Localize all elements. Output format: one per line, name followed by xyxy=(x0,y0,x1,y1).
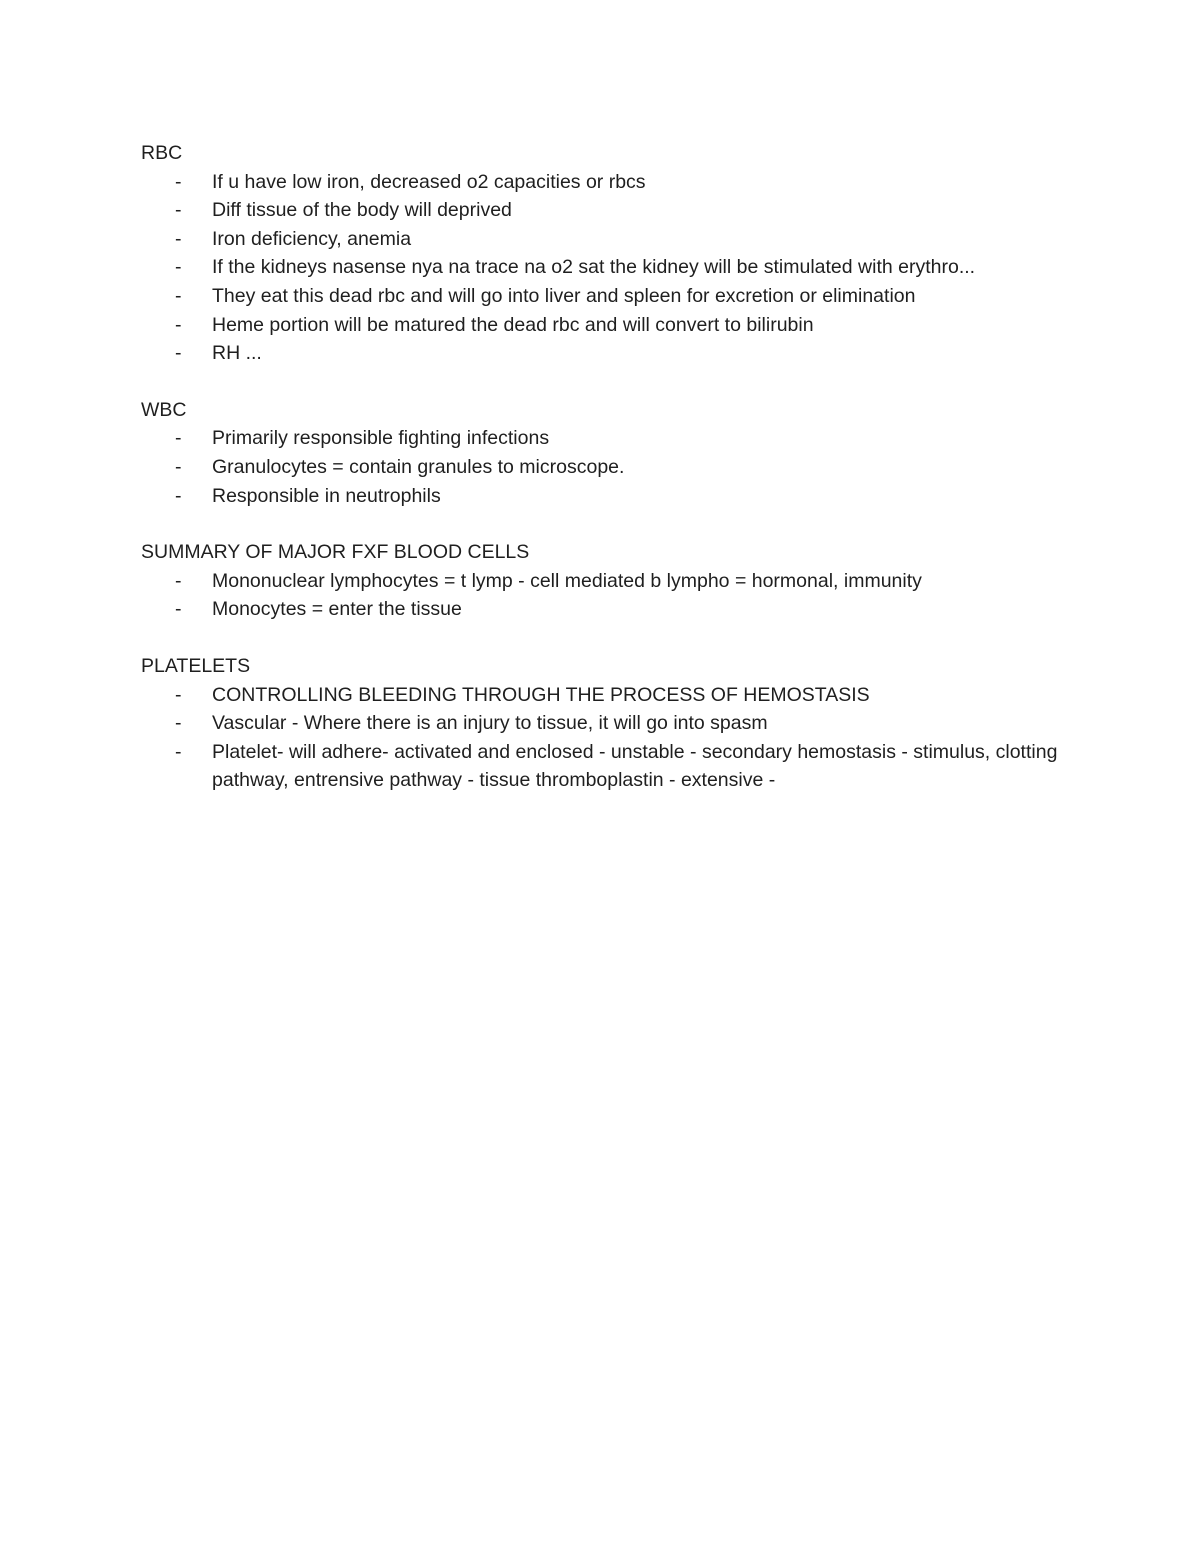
section-heading: PLATELETS xyxy=(141,654,251,677)
list-item-text: Granulocytes = contain granules to microscope. xyxy=(212,455,625,478)
list-item-text: Iron deficiency, anemia xyxy=(212,227,412,250)
section-summary xyxy=(141,538,1061,624)
list-item-text: Mononuclear lymphocytes = t lymp - cell mediated b lympho = hormonal, immunity xyxy=(212,569,922,592)
list-item-text: Diff tissue of the body will deprived xyxy=(212,199,512,222)
section-wbc xyxy=(141,396,1061,510)
bullet-list xyxy=(141,168,1061,368)
dash-bullet: - xyxy=(175,199,182,222)
list-item xyxy=(141,311,1061,340)
dash-bullet: - xyxy=(175,712,182,735)
dash-bullet: - xyxy=(175,284,182,307)
list-item-text: If the kidneys nasense nya na trace na o2 sat the kidney will be stimulated with erythro... xyxy=(212,256,976,279)
bullet-list xyxy=(141,681,1061,795)
list-item xyxy=(141,482,1061,511)
section-heading: RBC xyxy=(141,142,183,164)
list-item xyxy=(141,453,1061,482)
list-item-text: CONTROLLING BLEEDING THROUGH THE PROCESS OF HEMOSTASIS xyxy=(212,683,870,706)
list-item-text: They eat this dead rbc and will go into liver and spleen for excretion or elimination xyxy=(212,284,916,307)
bullet-list xyxy=(141,567,1061,624)
list-item-text: Heme portion will be matured the dead rbc and will convert to bilirubin xyxy=(212,313,814,336)
list-item xyxy=(141,709,1061,738)
list-item xyxy=(141,168,1061,197)
section-rbc xyxy=(141,139,1061,368)
list-item xyxy=(141,681,1061,710)
list-item-text: Monocytes = enter the tissue xyxy=(212,598,462,621)
list-item xyxy=(141,196,1061,225)
list-item-text: Platelet- will adhere- activated and enclosed - unstable - secondary hemostasis - stimulus, clotting pathway, entrensive pathway - tissue thromboplastin - extensive - xyxy=(212,740,1058,792)
list-item xyxy=(141,738,1061,795)
dash-bullet: - xyxy=(175,313,182,336)
dash-bullet: - xyxy=(175,170,182,193)
list-item-text: Responsible in neutrophils xyxy=(212,484,441,507)
dash-bullet: - xyxy=(175,683,182,706)
list-item xyxy=(141,253,1061,282)
bullet-list xyxy=(141,424,1061,510)
dash-bullet: - xyxy=(175,227,182,250)
section-heading: WBC xyxy=(141,398,187,421)
section-heading: SUMMARY OF MAJOR FXF BLOOD CELLS xyxy=(141,541,530,564)
list-item xyxy=(141,567,1061,596)
list-item-text: Primarily responsible fighting infections xyxy=(212,427,550,450)
section-platelets xyxy=(141,652,1061,795)
list-item xyxy=(141,595,1061,624)
dash-bullet: - xyxy=(175,256,182,279)
dash-bullet: - xyxy=(175,484,182,507)
document-page xyxy=(141,139,1061,823)
dash-bullet: - xyxy=(175,342,182,365)
dash-bullet: - xyxy=(175,598,182,621)
list-item-text: If u have low iron, decreased o2 capacities or rbcs xyxy=(212,170,646,193)
list-item-text: RH ... xyxy=(212,342,262,365)
dash-bullet: - xyxy=(175,455,182,478)
list-item xyxy=(141,282,1061,311)
dash-bullet: - xyxy=(175,569,182,592)
list-item xyxy=(141,225,1061,254)
dash-bullet: - xyxy=(175,740,182,763)
list-item xyxy=(141,339,1061,368)
list-item xyxy=(141,424,1061,453)
dash-bullet: - xyxy=(175,427,182,450)
list-item-text: Vascular - Where there is an injury to tissue, it will go into spasm xyxy=(212,712,768,735)
